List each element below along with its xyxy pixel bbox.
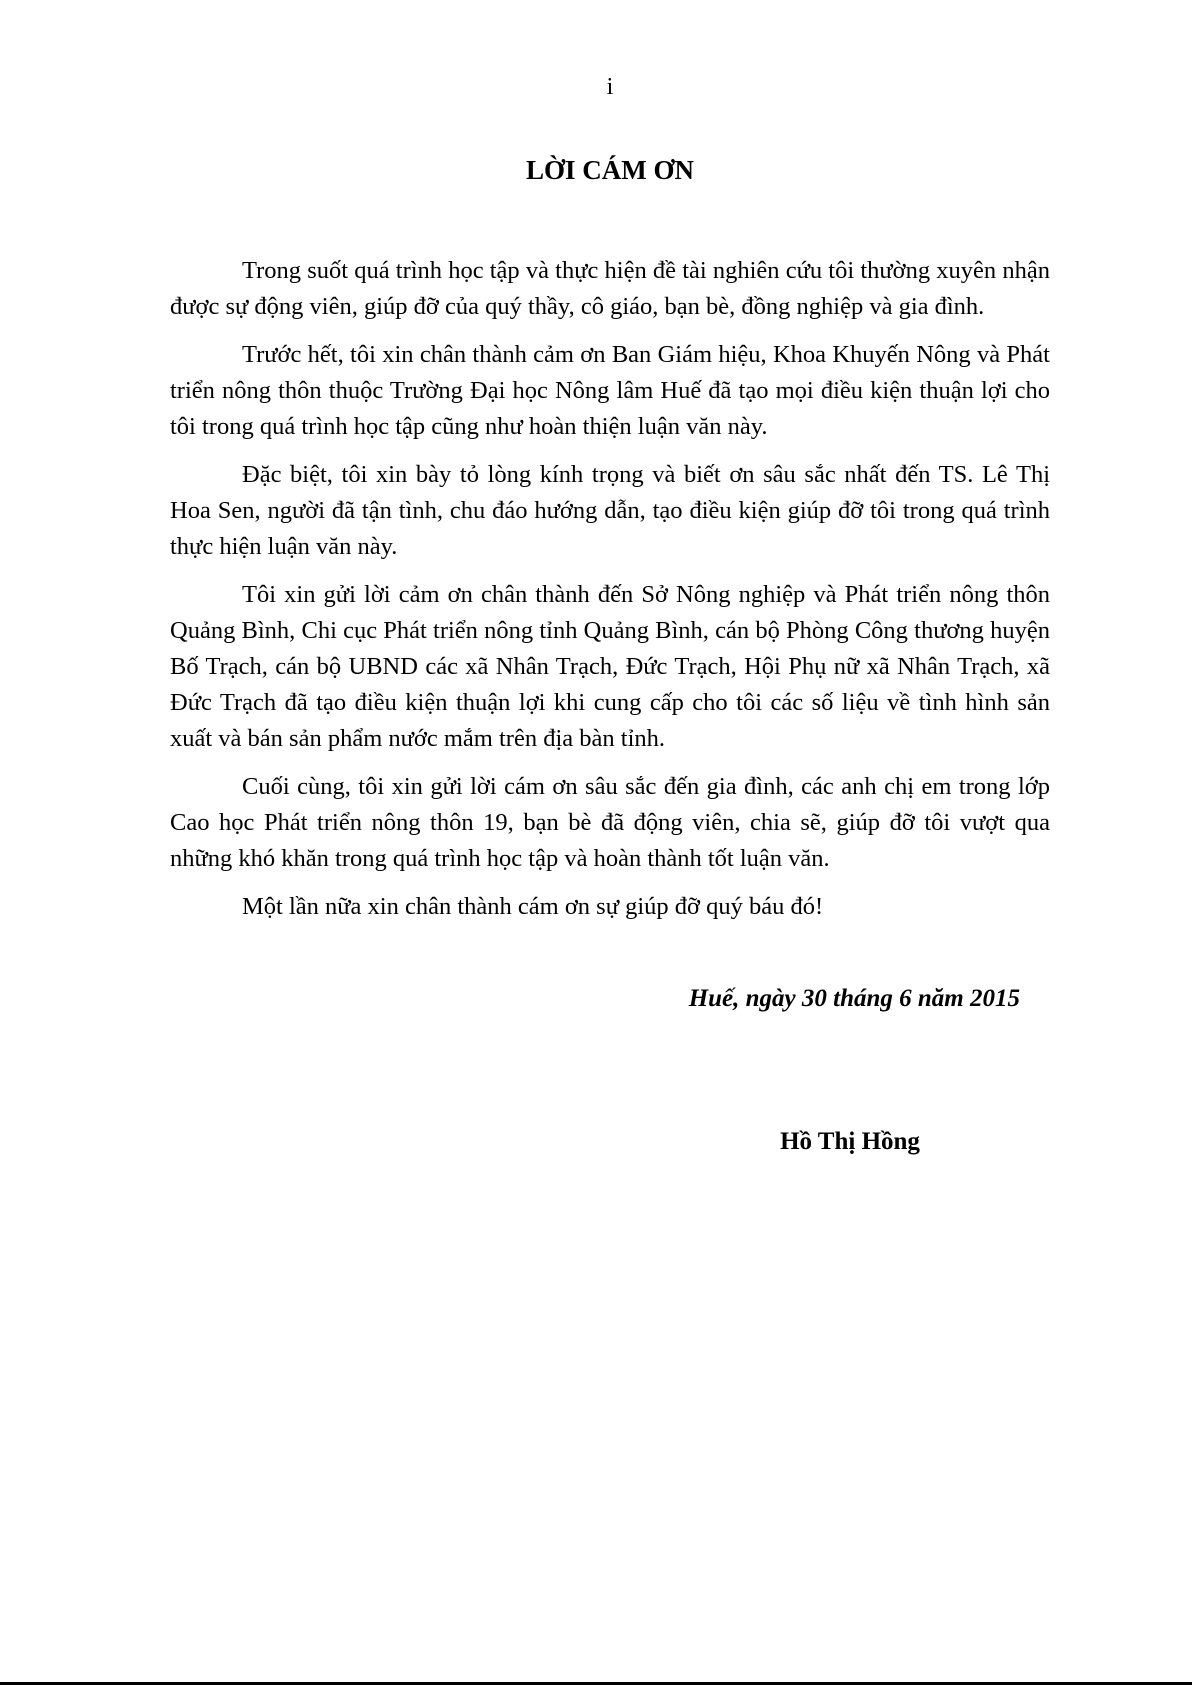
author-name: Hồ Thị Hồng [780, 1128, 920, 1155]
page-title: LỜI CÁM ƠN [526, 155, 694, 185]
paragraph: Tôi xin gửi lời cảm ơn chân thành đến Sở Nông nghiệp và Phát triển nông thôn Quảng Bình, Chi cục Phát triển nông tỉnh Quảng Bình, cán bộ Phòng Công thương huyện Bố Trạch, cán bộ UBND các xã Nhân Trạch, Đức Trạch, Hội Phụ nữ xã Nhân Trạch, xã Đức Trạch đã tạo điều kiện thuận lợi khi cung cấp cho tôi các số liệu về tình hình sản xuất và bán sản phẩm nước mắm trên địa bàn tỉnh. [170, 581, 1050, 752]
paragraph: Cuối cùng, tôi xin gửi lời cám ơn sâu sắc đến gia đình, các anh chị em trong lớp Cao học Phát triển nông thôn 19, bạn bè đã động viên, chia sẽ, giúp đỡ tôi vượt qua những khó khăn trong quá trình học tập và hoàn thành tốt luận văn. [170, 773, 1050, 872]
paragraph: Một lần nữa xin chân thành cám ơn sự giúp đỡ quý báu đó! [242, 893, 824, 920]
paragraph: Trước hết, tôi xin chân thành cảm ơn Ban Giám hiệu, Khoa Khuyến Nông và Phát triển nông thôn thuộc Trường Đại học Nông lâm Huế đã tạo mọi điều kiện thuận lợi cho tôi trong quá trình học tập cũng như hoàn thiện luận văn này. [170, 341, 1050, 440]
paragraph: Trong suốt quá trình học tập và thực hiện đề tài nghiên cứu tôi thường xuyên nhận được sự động viên, giúp đỡ của quý thầy, cô giáo, bạn bè, đồng nghiệp và gia đình. [170, 257, 1050, 320]
date-line: Huế, ngày 30 tháng 6 năm 2015 [688, 985, 1020, 1012]
acknowledgement-body [170, 253, 1050, 937]
paragraph: Đặc biệt, tôi xin bày tỏ lòng kính trọng và biết ơn sâu sắc nhất đến TS. Lê Thị Hoa Sen, người đã tận tình, chu đáo hướng dẫn, tạo điều kiện giúp đỡ tôi trong quá trình thực hiện luận văn này. [170, 461, 1050, 560]
page-number: i [606, 74, 614, 100]
